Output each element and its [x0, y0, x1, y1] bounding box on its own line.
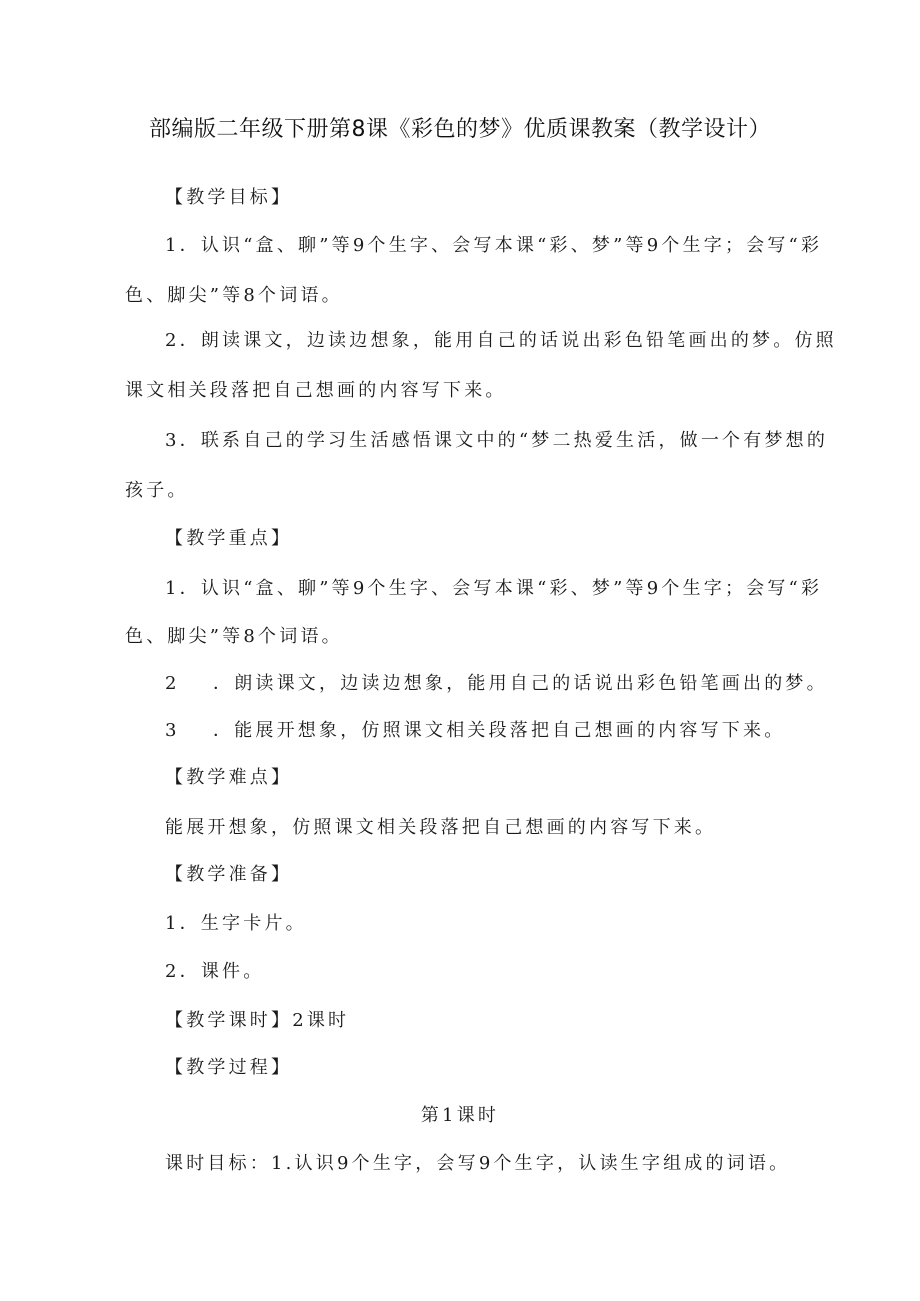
objective-2-line-1: 2．朗读课文，边读边想象，能用自己的话说出彩色铅笔画出的梦。仿照 — [165, 330, 837, 351]
key-point-3 — [165, 720, 785, 742]
key-point-1-line-2: 色、脚尖”等8个词语。 — [125, 626, 343, 647]
process-heading: 【教学过程】 — [165, 1057, 293, 1078]
hours-heading: 【教学课时】2课时 — [165, 1010, 350, 1031]
difficulties-heading: 【教学难点】 — [165, 767, 293, 788]
preparation-heading: 【教学准备】 — [165, 864, 293, 885]
key-point-1-line-1: 1．认识“盒、聊”等9个生字、会写本课“彩、梦”等9个生字；会写“彩 — [165, 578, 823, 599]
key-points-heading: 【教学重点】 — [165, 528, 293, 549]
difficulties-text: 能展开想象，仿照课文相关段落把自己想画的内容写下来。 — [165, 817, 717, 838]
document-title: 部编版二年级下册第8课《彩色的梦》优质课教案（教学设计） — [149, 117, 771, 142]
lesson-1-title: 第1课时 — [420, 1105, 500, 1126]
key-point-2 — [165, 673, 828, 695]
objectives-heading: 【教学目标】 — [165, 187, 293, 208]
objective-3-line-1: 3．联系自己的学习生活感悟课文中的“梦二热爱生活，做一个有梦想的 — [165, 430, 829, 451]
objective-1-line-1: 1．认识“盒、聊”等9个生字、会写本课“彩、梦”等9个生字；会写“彩 — [165, 235, 823, 256]
key-point-3-number: 3 — [165, 720, 180, 741]
preparation-item-2: 2．课件。 — [165, 961, 265, 982]
lesson-1-goal: 课时目标：1.认识9个生字，会写9个生字，认读生字组成的词语。 — [165, 1153, 791, 1174]
objective-2-line-2: 课文相关段落把自己想画的内容写下来。 — [125, 380, 507, 401]
key-point-2-number: 2 — [165, 673, 180, 694]
objective-3-line-2: 孩子。 — [125, 480, 189, 501]
key-point-3-text: ．能展开想象，仿照课文相关段落把自己想画的内容写下来。 — [213, 720, 786, 741]
key-point-2-text: ．朗读课文，边读边想象，能用自己的话说出彩色铅笔画出的梦。 — [213, 673, 828, 694]
objective-1-line-2: 色、脚尖”等8个词语。 — [125, 285, 343, 306]
preparation-item-1: 1．生字卡片。 — [165, 913, 307, 934]
